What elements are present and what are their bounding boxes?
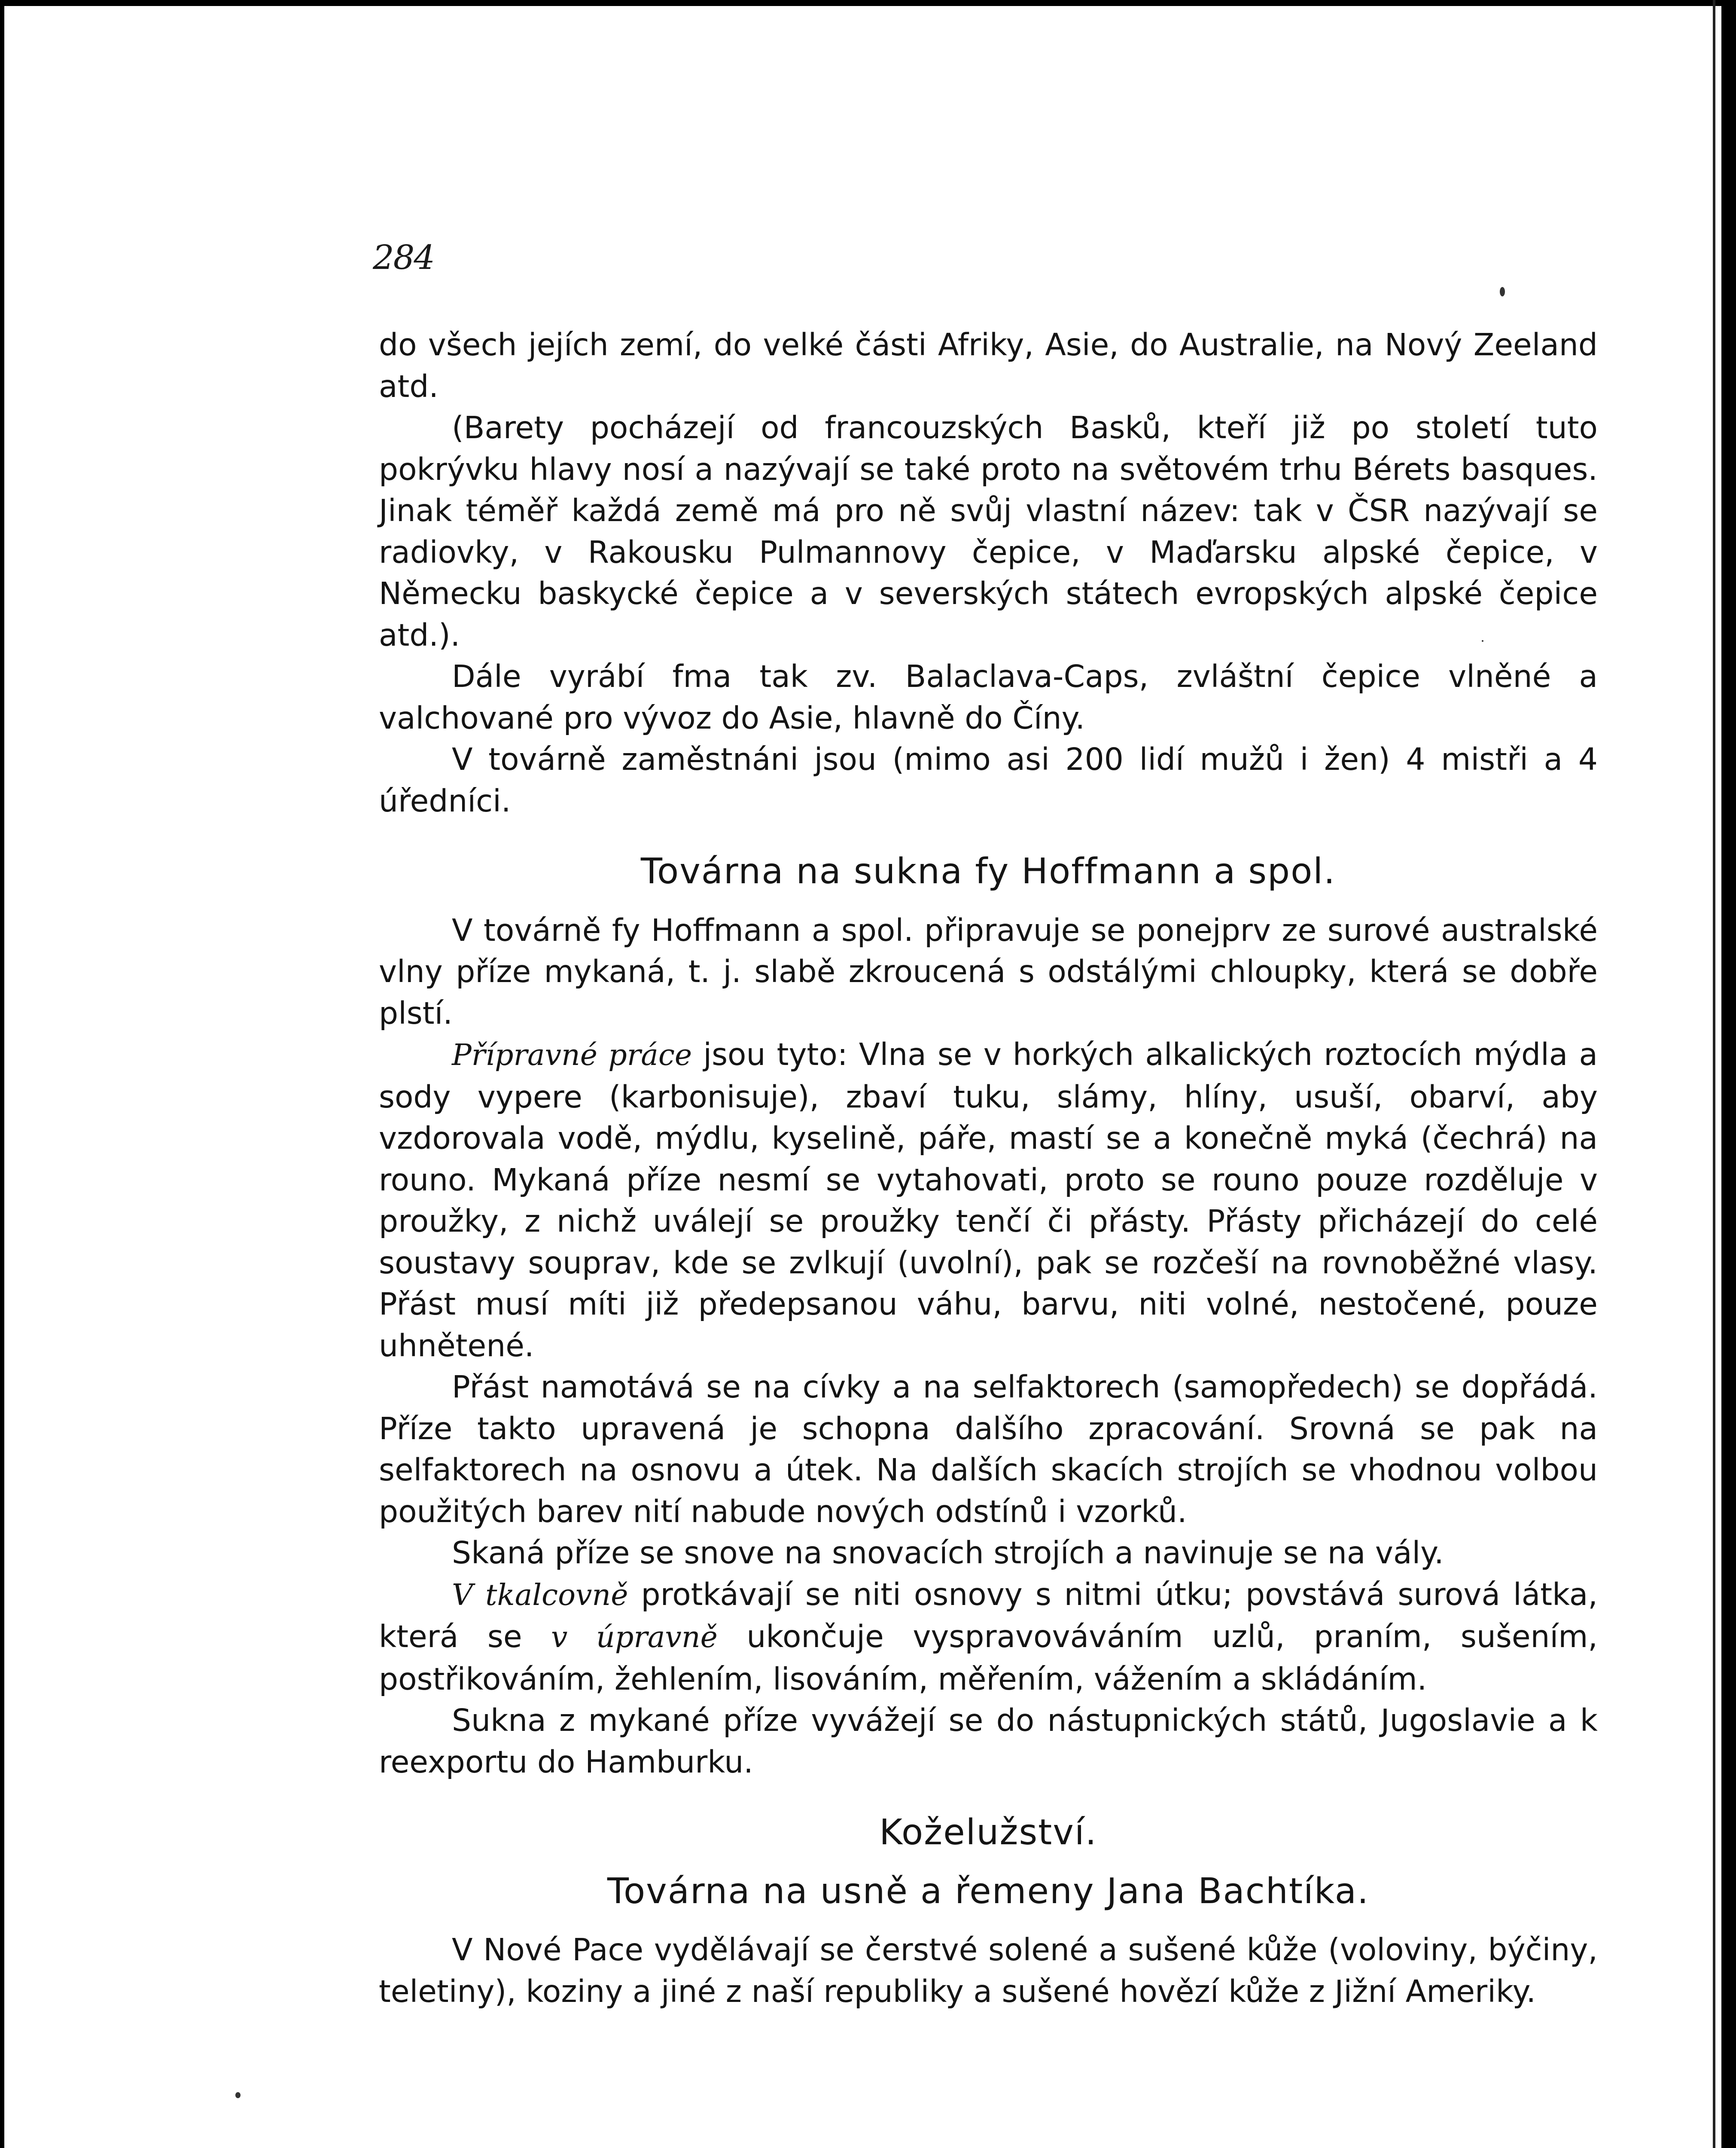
paragraph xyxy=(379,1574,1598,1700)
paragraph: V továrně fy Hoffmann a spol. připravuje se ponejprv ze surové australské vlny příze mykaná, t. j. slabě zkroucená s odstálými chloupky, která se dobře plstí. xyxy=(379,912,1598,1031)
italic-term: Přípravné práce xyxy=(452,1038,692,1072)
paragraph: V továrně zaměstnáni jsou (mimo asi 200 lidí mužů i žen) 4 mistři a 4 úředníci. xyxy=(379,741,1598,819)
paragraph: Sukna z mykané příze vyvážejí se do nástupnických států, Jugoslavie a k reexportu do Hamburku. xyxy=(379,1703,1598,1780)
scan-edge-right xyxy=(1721,0,1736,2148)
paragraph-text: ukončuje vyspravováváním uzlů, praním, sušením, postřikováním, žehlením, lisováním, měřením, vážením a skládáním. xyxy=(379,1619,1598,1697)
paragraph: Skaná příze se snove na snovacích strojích a navinuje se na vály. xyxy=(452,1535,1444,1571)
page-number: 284 xyxy=(373,238,434,277)
italic-term: V tkalcovně xyxy=(452,1578,628,1612)
scan-edge-right-line xyxy=(1713,0,1715,2148)
paragraph: do všech jejích zemí, do velké části Afriky, Asie, do Australie, na Nový Zeeland atd. xyxy=(379,327,1598,404)
italic-term: v úpravně xyxy=(551,1620,718,1654)
section-subheading: Továrna na usně a řemeny Jana Bachtíka. xyxy=(607,1870,1370,1912)
scan-edge-left xyxy=(0,0,4,2148)
section-heading: Koželužství. xyxy=(879,1812,1097,1853)
paragraph: V Nové Pace vydělávají se čerstvé solené a sušené kůže (voloviny, býčiny, teletiny), koziny a jiné z naší republiky a sušené hovězí kůže z Jižní Ameriky. xyxy=(379,1932,1598,2009)
paragraph: Dále vyrábí fma tak zv. Balaclava-Caps, zvláštní čepice vlněné a valchované pro vývoz do Asie, hlavně do Číny. xyxy=(379,659,1598,736)
paragraph-text: protkávají se niti osnovy s nitmi útku; povstává surová látka, která se xyxy=(379,1576,1598,1654)
body-text xyxy=(379,324,1598,2012)
paragraph xyxy=(379,1034,1598,1367)
dust-speck xyxy=(235,2092,241,2098)
paragraph: Přást namotává se na cívky a na selfaktorech (samopředech) se dopřádá. Příze takto upravená je schopna dalšího zpracování. Srovná se pak na selfaktorech na osnovu a útek. Na dalších skacích strojích se vhodnou volbou použitých barev nití nabude nových odstínů i vzorků. xyxy=(379,1369,1598,1529)
section-heading: Továrna na sukna fy Hoffmann a spol. xyxy=(640,851,1336,892)
paragraph: (Barety pocházejí od francouzských Basků, kteří již po století tuto pokrývku hlavy nosí a nazývají se také proto na světovém trhu Bérets basques. Jinak téměř každá země má pro ně svůj vlastní název: tak v ČSR nazývají se radiovky, v Rakousku Pulmannovy čepice, v Maďarsku alpské čepice, v Německu baskycké čepice a v severských státech evropských alpské čepice atd.). xyxy=(379,410,1598,653)
paragraph-text: jsou tyto: Vlna se v horkých alkalických roztocích mýdla a sody vypere (karbonisuje), zbaví tuku, slámy, hlíny, usuší, obarví, aby vzdorovala vodě, mýdlu, kyselině, páře, mastí se a konečně myká (čechrá) na rouno. Mykaná příze nesmí se vytahovati, proto se rouno pouze rozděluje v proužky, z nichž uválejí se proužky tenčí či přásty. Přásty přicházejí do celé soustavy souprav, kde se zvlkují (uvolní), pak se rozčeší na rovnoběžné vlasy. Přást musí míti již předepsanou váhu, barvu, niti volné, nestočené, pouze uhnětené. xyxy=(379,1037,1598,1364)
scan-edge-top xyxy=(0,0,1736,6)
dust-speck xyxy=(1500,287,1505,296)
